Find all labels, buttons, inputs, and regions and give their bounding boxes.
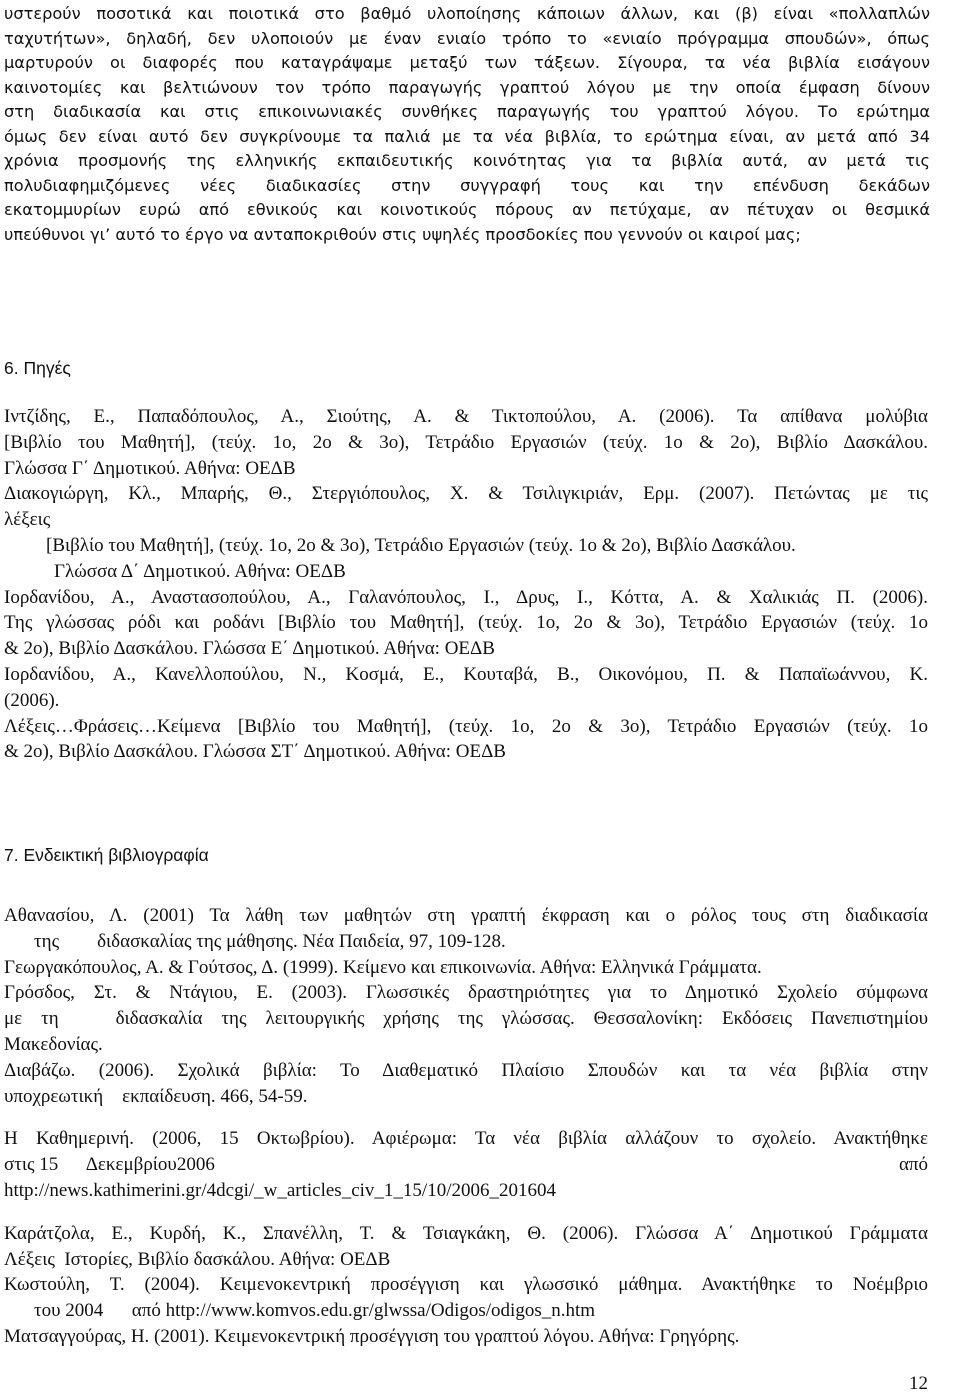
reference-line: Αθανασίου, Λ. (2001) Τα λάθη των μαθητών στη γραπτή έκφραση και ο ρόλος τους στη διαδικασία	[4, 905, 928, 926]
reference-line: της διδασκαλίας της μάθησης. Νέα Παιδεία, 97, 109-128.	[34, 930, 506, 952]
reference-line: Κωστούλη, Τ. (2004). Κειμενοκεντρική προσέγγιση και γλωσσικό μάθημα. Ανακτήθηκε το Νοέμβριο	[4, 1274, 928, 1296]
bibliography-item	[4, 980, 928, 1057]
paragraph-line: χρόνια προσμονής της ελληνικής εκπαιδευτικής κοινότητας για τα βιβλία αυτά, αν μετά τις	[4, 151, 930, 170]
retrieved-date: στις 15 Δεκεμβρίου2006	[4, 1154, 215, 1176]
paragraph-line: πολυδιαφημιζόμενες νέες διαδικασίες στην συγγραφή τους και την επένδυση δεκάδων	[4, 175, 930, 195]
page-number: 12	[909, 1373, 928, 1394]
reference-line: Γεωργακόπουλος, Α. & Γούτσος, Δ. (1999). Κείμενο και επικοινωνία. Αθήνα: Ελληνικά Γράμματα.	[4, 956, 762, 978]
reference-item	[4, 481, 928, 584]
paragraph-line: υστερούν ποσοτικά και ποιοτικά στο βαθμό υλοποίησης κάποιων άλλων, και (β) είναι «πολλαπλών	[4, 4, 930, 23]
reference-line: Ιορδανίδου, Α., Κανελλοπούλου, Ν., Κοσμά, Ε., Κουταβά, Β., Οικονόμου, Π. & Παπαϊωάννου, Κ.	[4, 663, 928, 685]
retrieved-from: από	[898, 1154, 928, 1176]
reference-item	[4, 585, 928, 662]
paragraph-line: ταχυτήτων», δηλαδή, δεν υλοποιούν με έναν ενιαίο τρόπο το «ενιαίο πρόγραμμα σπουδών», όπως	[4, 28, 930, 48]
bibliography-item	[4, 1324, 928, 1350]
paragraph-line: υπεύθυνοι γι’ αυτό το έργο να ανταποκριθούν στις υψηλές προσδοκίες που γεννούν οι καιροί μας;	[4, 224, 801, 244]
reference-line	[4, 1152, 928, 1178]
reference-item	[4, 404, 928, 481]
reference-line: Της γλώσσας ρόδι και ροδάνι [Βιβλίο του Μαθητή], (τεύχ. 1ο, 2ο & 3ο), Τετράδιο Εργασιών (τεύχ. 1ο	[4, 612, 928, 634]
sources-list	[4, 404, 928, 765]
bibliography-item	[4, 903, 928, 955]
paragraph-line: μαρτυρούν οι διαφορές που καταγράψαμε μεταξύ των τάξεων. Σίγουρα, τα νέα βιβλία εισάγουν	[4, 53, 930, 72]
reference-line: & 2ο), Βιβλίο Δασκάλου. Γλώσσα ΣΤ΄ Δημοτικού. Αθήνα: ΟΕΔΒ	[4, 741, 506, 763]
bibliography-item	[4, 1221, 928, 1273]
reference-line: Μακεδονίας.	[4, 1033, 103, 1055]
reference-line: Η Καθημερινή. (2006, 15 Οκτωβρίου). Αφιέρωμα: Τα νέα βιβλία αλλάζουν το σχολείο. Ανακτήθηκε	[4, 1128, 928, 1150]
paragraph-line: καινοτομίες και βελτιώνουν τον τρόπο παραγωγής γραπτού λόγου με την οποία έμφαση δίνουν	[4, 77, 930, 97]
reference-line: Ματσαγγούρας, Η. (2001). Κειμενοκεντρική προσέγγιση του γραπτού λόγου. Αθήνα: Γρηγόρης.	[4, 1325, 740, 1347]
reference-url[interactable]: του 2004 από http://www.komvos.edu.gr/glwssa/Odigos/odigos_n.htm	[34, 1300, 596, 1322]
bibliography-list	[4, 903, 928, 1350]
reference-item	[4, 662, 928, 765]
reference-url[interactable]: http://news.kathimerini.gr/4dcgi/_w_articles_civ_1_15/10/2006_201604	[4, 1179, 556, 1201]
reference-line: [Βιβλίο του Μαθητή], (τεύχ. 1ο, 2ο & 3ο), Τετράδιο Εργασιών (τεύχ. 1ο & 2ο), Βιβλίο Δασκάλου.	[46, 534, 796, 556]
reference-line: λέξεις	[4, 509, 51, 531]
paragraph-line: στη διαδικασία και στις επικοινωνιακές συνθήκες παραγωγής του γραπτού λόγου. Το ερώτημα	[4, 102, 930, 121]
bibliography-item	[4, 955, 928, 981]
section-heading-sources: 6. Πηγές	[4, 358, 71, 378]
body-paragraph	[4, 2, 930, 247]
reference-line: Γλώσσα Δ΄ Δημοτικού. Αθήνα: ΟΕΔΒ	[54, 560, 346, 582]
reference-line: [Βιβλίο του Μαθητή], (τεύχ. 1ο, 2ο & 3ο), Τετράδιο Εργασιών (τεύχ. 1ο & 2ο), Βιβλίο Δασκάλου.	[4, 431, 928, 453]
reference-line: & 2ο), Βιβλίο Δασκάλου. Γλώσσα Ε΄ Δημοτικού. Αθήνα: ΟΕΔΒ	[4, 638, 495, 660]
reference-line: με τη διδασκαλία της λειτουργικής χρήσης της γλώσσας. Θεσσαλονίκη: Εκδόσεις Πανεπιστημίου	[4, 1008, 928, 1030]
section-heading-bibliography: 7. Ενδεικτική βιβλιογραφία	[4, 845, 209, 865]
reference-line: Ιντζίδης, Ε., Παπαδόπουλος, Α., Σιούτης, Α. & Τικτοπούλου, Α. (2006). Τα απίθανα μολύβια	[4, 406, 928, 427]
reference-line: Γρόσδος, Στ. & Ντάγιου, Ε. (2003). Γλωσσικές δραστηριότητες για το Δημοτικό Σχολείο σύμφωνα	[4, 982, 928, 1004]
reference-line: Λέξεις Ιστορίες, Βιβλίο δασκάλου. Αθήνα: ΟΕΔΒ	[4, 1248, 391, 1270]
paragraph-line: όμως δεν είναι αυτό δεν συγκρίνουμε τα παλιά με τα νέα βιβλία, το ερώτημα είναι, αν μετά από 34	[4, 126, 930, 146]
reference-line: Καράτζολα, Ε., Κυρδή, Κ., Σπανέλλη, Τ. & Τσιαγκάκη, Θ. (2006). Γλώσσα Α΄ Δημοτικού Γράμματα	[4, 1222, 928, 1244]
bibliography-item	[4, 1272, 928, 1324]
paragraph-line: εκατομμυρίων ευρώ από εθνικούς και κοινοτικούς πόρους αν πετύχαμε, αν πέτυχαν οι θεσμικά	[4, 200, 930, 219]
reference-line: Διακογιώργη, Κλ., Μπαρής, Θ., Στεργιόπουλος, Χ. & Τσιλιγκιριάν, Ερμ. (2007). Πετώντας με τις	[4, 483, 928, 505]
reference-line: Ιορδανίδου, Α., Αναστασοπούλου, Α., Γαλανόπουλος, Ι., Δρυς, Ι., Κόττα, Α. & Χαλικιάς Π. (2006).	[4, 586, 928, 608]
reference-line: Διαβάζω. (2006). Σχολικά βιβλία: Το Διαθεματικό Πλαίσιο Σπουδών και τα νέα βιβλία στην	[4, 1059, 928, 1081]
bibliography-item	[4, 1058, 928, 1110]
reference-line: Λέξεις…Φράσεις…Κείμενα [Βιβλίο του Μαθητή], (τεύχ. 1ο, 2ο & 3ο), Τετράδιο Εργασιών (τεύχ. 1ο	[4, 715, 928, 737]
reference-line: υποχρεωτική εκπαίδευση. 466, 54-59.	[4, 1085, 308, 1107]
reference-line: Γλώσσα Γ΄ Δημοτικού. Αθήνα: ΟΕΔΒ	[4, 457, 296, 479]
reference-line: (2006).	[4, 689, 60, 711]
bibliography-item	[4, 1126, 928, 1203]
